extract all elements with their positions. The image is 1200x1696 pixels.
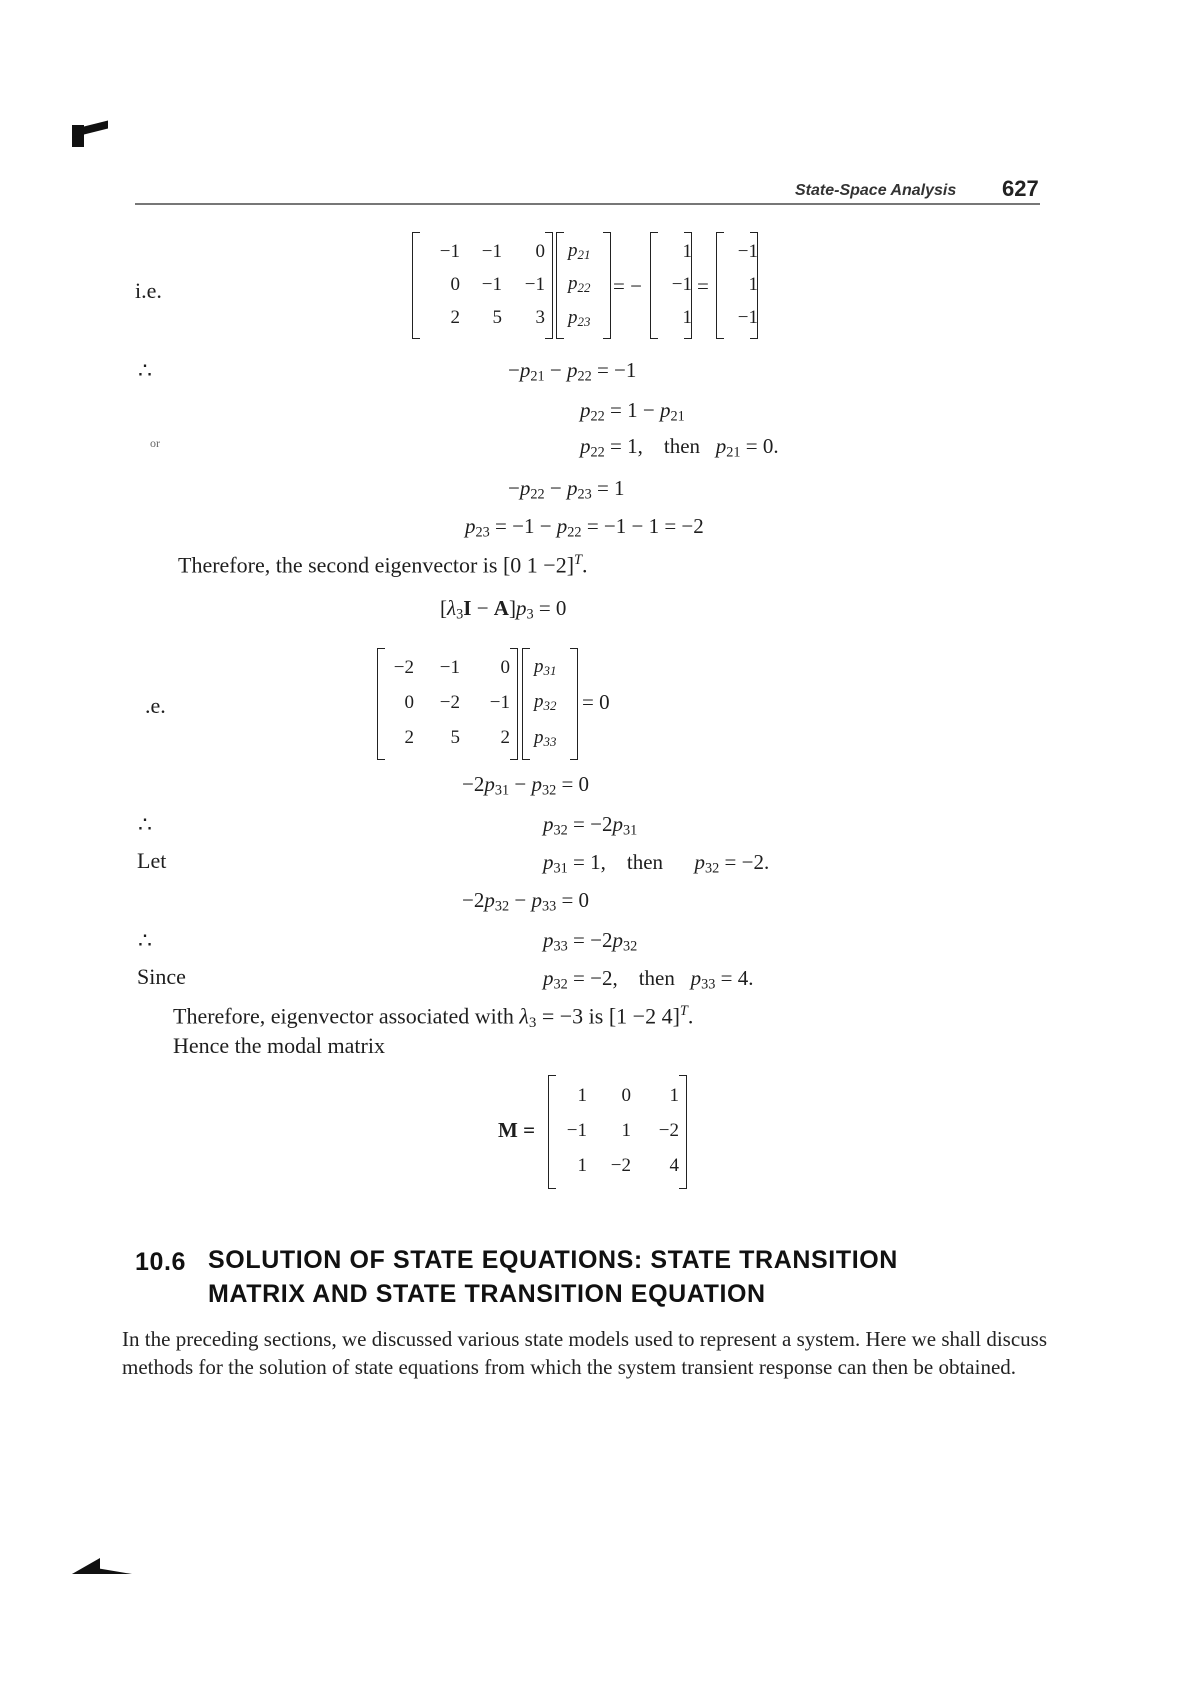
matrix-cell: 2 bbox=[500, 727, 510, 749]
vector-cell-p22: $p_{22}$ bbox=[568, 273, 591, 296]
section-paragraph: In the preceding sections, we discussed various state models used to represent a system. Here we shall discuss methods for the solution of state equations from which the system transient response can then be obtained. bbox=[122, 1327, 1047, 1379]
section-title-line2: MATRIX AND STATE TRANSITION EQUATION bbox=[208, 1280, 766, 1308]
matrix-cell: −1 bbox=[524, 273, 545, 295]
page-number: 627 bbox=[1002, 176, 1039, 201]
corner-mark-bottom-bar bbox=[72, 1558, 100, 1574]
label-ie: i.e. bbox=[135, 278, 162, 303]
vector-cell-p33: $p_{33}$ bbox=[534, 726, 557, 749]
matrix-cell: 1 bbox=[577, 1155, 587, 1177]
vector-cell: 1 bbox=[682, 240, 692, 262]
matrix-cell: 0 bbox=[535, 240, 545, 262]
therefore-symbol: ∴ bbox=[138, 928, 152, 953]
label-let: Let bbox=[137, 848, 167, 873]
vector-cell-p31: $p_{31}$ bbox=[534, 656, 557, 679]
therefore-symbol: ∴ bbox=[138, 812, 152, 837]
vector-cell: −1 bbox=[671, 273, 692, 295]
equals-minus: = − bbox=[613, 274, 642, 298]
therefore-symbol: ∴ bbox=[138, 358, 152, 383]
matrix-cell: −2 bbox=[658, 1119, 679, 1141]
matrix-cell: 1 bbox=[577, 1084, 587, 1106]
equation-line: $p_{32} = -2p_{31}$ bbox=[543, 812, 638, 839]
vector-cell-p23: $p_{23}$ bbox=[568, 306, 591, 329]
vector-cell-p32: $p_{32}$ bbox=[534, 691, 557, 714]
matrix-cell: 0 bbox=[404, 691, 414, 713]
matrix-cell: −2 bbox=[439, 691, 460, 713]
equation-line: $p_{22} = 1$, then $p_{21} = 0$. bbox=[580, 434, 779, 461]
matrix-cell: −1 bbox=[489, 691, 510, 713]
header-rule bbox=[135, 203, 1040, 205]
running-head: State-Space Analysis bbox=[795, 182, 957, 199]
matrix-cell: 1 bbox=[621, 1119, 631, 1141]
matrix-cell: 3 bbox=[535, 307, 545, 329]
modal-matrix-label: M = bbox=[498, 1118, 536, 1142]
matrix-cell: −1 bbox=[439, 656, 460, 678]
matrix-cell: −2 bbox=[393, 656, 414, 678]
equals-zero: = 0 bbox=[582, 690, 610, 714]
vector-cell: −1 bbox=[737, 307, 758, 329]
matrix-cell: 1 bbox=[669, 1084, 679, 1106]
label-or: or bbox=[150, 436, 160, 450]
hence-text: Hence the modal matrix bbox=[173, 1033, 385, 1058]
vector-cell: 1 bbox=[748, 273, 758, 295]
equals-sign: = bbox=[697, 274, 709, 298]
matrix-cell: 0 bbox=[450, 273, 460, 295]
section-number: 10.6 bbox=[135, 1248, 187, 1276]
matrix-cell: −1 bbox=[439, 240, 460, 262]
equation-line: $-p_{21} - p_{22} = -1$ bbox=[508, 358, 637, 385]
matrix-cell: 2 bbox=[404, 727, 414, 749]
equation-line: $p_{23} = -1 - p_{22} = -1 - 1 = -2$ bbox=[465, 514, 704, 541]
vector-cell: −1 bbox=[737, 240, 758, 262]
matrix-cell: 5 bbox=[492, 307, 502, 329]
equation-line: $p_{33} = -2p_{32}$ bbox=[543, 928, 638, 955]
label-since: Since bbox=[137, 964, 186, 989]
equation-line: $[\lambda_3I - A]p_3 = 0$ bbox=[440, 596, 567, 623]
label-ie: .e. bbox=[145, 693, 166, 718]
equation-line: $p_{31} = 1$, then $p_{32} = -2$. bbox=[543, 850, 770, 877]
equation-line: $p_{32} = -2$, then $p_{33} = 4$. bbox=[543, 966, 754, 993]
section-title-line1: SOLUTION OF STATE EQUATIONS: STATE TRANSITION bbox=[208, 1246, 898, 1274]
third-eigenvector-text: Therefore, eigenvector associated with $\lambda_3 = -3$ is [1 −2 4]$^T$. bbox=[173, 1003, 694, 1032]
corner-mark-top-bar bbox=[72, 121, 108, 138]
matrix-cell: 0 bbox=[621, 1084, 631, 1106]
equation-line: $p_{22} = 1 - p_{21}$ bbox=[580, 398, 685, 425]
matrix-cell: 0 bbox=[500, 656, 510, 678]
vector-cell: 1 bbox=[682, 307, 692, 329]
equation-line: $-2p_{31} - p_{32} = 0$ bbox=[462, 772, 590, 799]
second-eigenvector-text: Therefore, the second eigenvector is [0 1 −2]$^T$. bbox=[178, 552, 588, 578]
vector-cell-p21: $p_{21}$ bbox=[568, 240, 591, 263]
equation-line: $-2p_{32} - p_{33} = 0$ bbox=[462, 888, 590, 915]
matrix-cell: −2 bbox=[610, 1155, 631, 1177]
matrix-cell: 4 bbox=[669, 1155, 679, 1177]
matrix-cell: 5 bbox=[450, 727, 460, 749]
equation-line: $-p_{22} - p_{23} = 1$ bbox=[508, 476, 625, 503]
matrix-cell: −1 bbox=[566, 1119, 587, 1141]
matrix-cell: 2 bbox=[450, 307, 460, 329]
matrix-cell: −1 bbox=[481, 240, 502, 262]
matrix-cell: −1 bbox=[481, 273, 502, 295]
